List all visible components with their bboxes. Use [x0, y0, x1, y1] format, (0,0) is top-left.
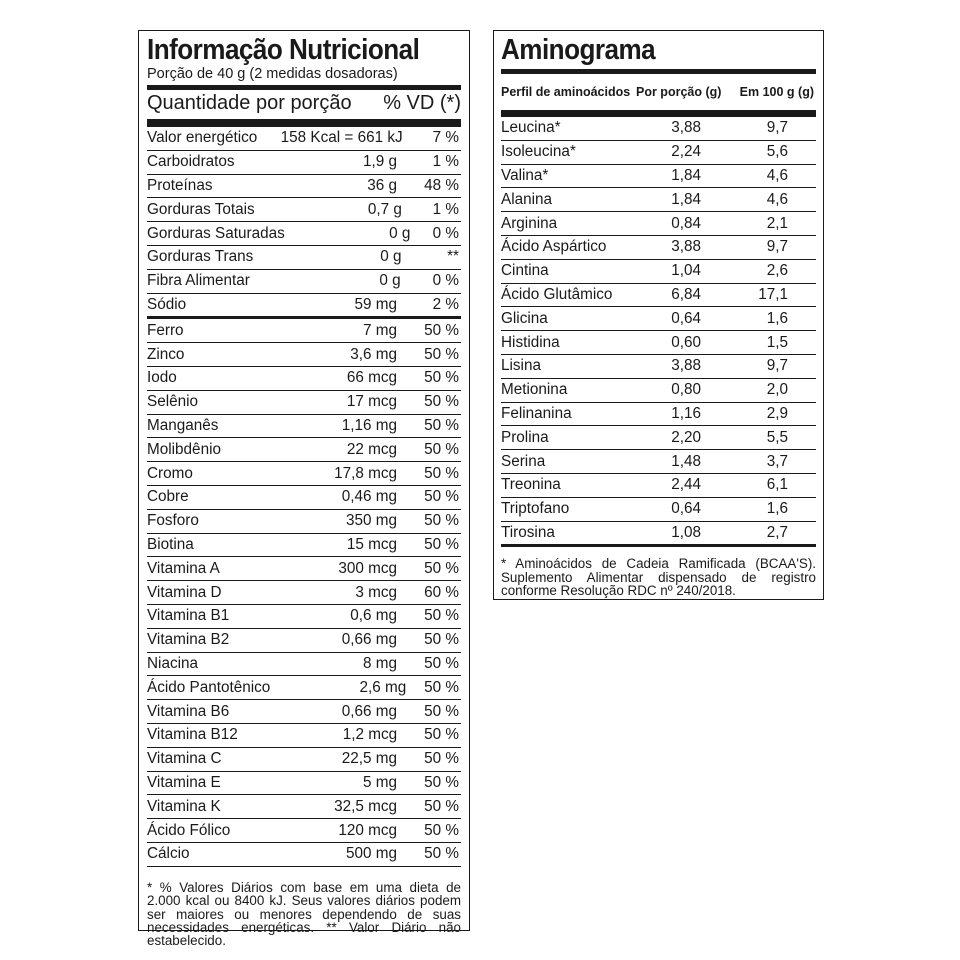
nutrient-vd: 2 % [432, 295, 459, 313]
nutrient-quantity: 0,6 mg [350, 607, 397, 625]
amino-name: Treonina [501, 476, 561, 494]
nutrient-quantity: 17,8 mcg [334, 464, 397, 482]
amino-portion: 1,48 [671, 452, 701, 470]
nutrient-quantity: 59 mg [354, 295, 397, 313]
amino-name: Glicina [501, 309, 548, 327]
nutrient-quantity: 0 g [379, 272, 401, 290]
amino-portion: 1,84 [671, 166, 701, 184]
table-row [147, 843, 461, 867]
nutrient-name: Cobre [147, 488, 189, 506]
amino-name: Valina* [501, 166, 549, 184]
table-row [147, 676, 461, 700]
table-row [147, 724, 461, 748]
nutrient-vd: 0 % [432, 272, 459, 290]
nutrient-name: Cálcio [147, 845, 190, 863]
nutrition-facts-panel [138, 30, 470, 949]
table-row [147, 819, 461, 843]
table-row [501, 426, 816, 450]
amino-portion: 3,88 [671, 119, 701, 137]
amino-per-100g: 5,6 [766, 143, 788, 161]
table-row [501, 188, 816, 212]
amino-per-100g: 2,6 [766, 262, 788, 280]
nutrient-name: Valor energético [147, 129, 258, 147]
amino-name: Cintina [501, 262, 549, 280]
amino-per-100g: 9,7 [766, 238, 788, 256]
table-row [147, 486, 461, 510]
nutrient-quantity: 8 mg [362, 654, 397, 672]
aminogram-footnote: * Aminoácidos de Cadeia Ramificada (BCAA'S). Suplemento Alimentar dispensado de registro conforme Resolução RDC nº 240/2018. [501, 556, 816, 599]
amino-name: Lisina [501, 357, 541, 375]
nutrient-name: Fibra Alimentar [147, 272, 250, 290]
nutrient-name: Carboidratos [147, 153, 235, 171]
aminogram-title: Aminograma [501, 34, 656, 66]
nutrient-quantity: 2,6 mg [359, 678, 407, 696]
amino-per-100g: 17,1 [758, 285, 788, 303]
amino-portion: 2,44 [671, 476, 701, 494]
amino-name: Metionina [501, 381, 568, 399]
nutrient-name: Vitamina B6 [147, 702, 230, 720]
nutrient-vd: 50 % [424, 654, 459, 672]
nutrition-title: Informação Nutricional [147, 34, 420, 66]
table-row [501, 331, 816, 355]
header-quantity: Quantidade por porção [147, 92, 352, 114]
nutrition-header [147, 90, 461, 119]
header-profile: Perfil de aminoácidos [501, 85, 631, 99]
nutrient-quantity: 66 mcg [346, 369, 397, 387]
table-row [501, 355, 816, 379]
nutrient-vd: 50 % [424, 321, 459, 339]
aminogram-rows [501, 117, 816, 544]
amino-per-100g: 1,6 [766, 309, 788, 327]
nutrient-name: Vitamina K [147, 797, 221, 815]
nutrient-name: Selênio [147, 393, 199, 411]
nutrient-name: Fosforo [147, 512, 199, 530]
table-row [501, 260, 816, 284]
table-row [501, 498, 816, 522]
nutrient-quantity: 3,6 mg [350, 345, 397, 363]
nutrient-vd: 50 % [424, 631, 459, 649]
nutrient-quantity: 350 mg [345, 512, 397, 530]
amino-portion: 1,84 [671, 190, 701, 208]
header-portion: Por porção (g) [636, 85, 722, 99]
nutrient-quantity: 3 mcg [355, 583, 397, 601]
aminogram-header [501, 74, 816, 110]
nutrient-name: Vitamina C [147, 750, 222, 768]
table-row [147, 319, 461, 343]
amino-name: Arginina [501, 214, 558, 232]
nutrient-quantity: 15 mcg [346, 535, 397, 553]
nutrient-quantity: 300 mcg [338, 559, 397, 577]
nutrient-vd: 50 % [424, 512, 459, 530]
table-row [501, 117, 816, 141]
nutrient-quantity: 0 g [380, 248, 402, 266]
amino-portion: 0,60 [671, 333, 701, 351]
nutrient-vd: 50 % [424, 702, 459, 720]
table-row [501, 212, 816, 236]
nutrient-quantity: 158 Kcal = 661 kJ [280, 129, 403, 147]
nutrient-vd: 50 % [424, 393, 459, 411]
table-row [147, 605, 461, 629]
table-row [147, 222, 461, 246]
table-row [501, 165, 816, 189]
nutrient-vd: 50 % [424, 369, 459, 387]
table-row [147, 653, 461, 677]
nutrient-quantity: 0,46 mg [341, 488, 397, 506]
nutrient-vd: 1 % [432, 153, 459, 171]
amino-per-100g: 2,1 [766, 214, 788, 232]
table-row [147, 270, 461, 294]
amino-name: Alanina [501, 190, 553, 208]
amino-name: Tirosina [501, 523, 555, 541]
nutrition-rows [147, 127, 461, 867]
nutrient-vd: 50 % [424, 726, 459, 744]
table-row [147, 795, 461, 819]
nutrient-quantity: 0,66 mg [341, 631, 397, 649]
nutrient-quantity: 1,2 mcg [342, 726, 398, 744]
nutrient-vd: 0 % [432, 224, 459, 242]
divider [147, 119, 461, 127]
table-row [501, 403, 816, 427]
nutrient-vd: 50 % [424, 416, 459, 434]
amino-name: Triptofano [501, 500, 570, 518]
table-row [147, 557, 461, 581]
nutrient-quantity: 1,9 g [362, 153, 397, 171]
amino-portion: 2,24 [671, 143, 701, 161]
table-row [501, 450, 816, 474]
nutrient-quantity: 1,16 mg [341, 416, 397, 434]
amino-portion: 0,80 [671, 381, 701, 399]
amino-per-100g: 3,7 [766, 452, 788, 470]
amino-portion: 1,04 [671, 262, 701, 280]
nutrient-quantity: 22,5 mg [341, 750, 397, 768]
aminogram-panel [493, 30, 824, 600]
nutrient-vd: 50 % [424, 797, 459, 815]
table-row [147, 581, 461, 605]
amino-name: Ácido Glutâmico [501, 285, 613, 303]
nutrient-vd: 50 % [424, 773, 459, 791]
nutrient-vd: 50 % [424, 821, 459, 839]
amino-portion: 3,88 [671, 357, 701, 375]
nutrient-vd: 50 % [424, 345, 459, 363]
amino-per-100g: 4,6 [766, 166, 788, 184]
nutrient-vd: 1 % [432, 200, 459, 218]
nutrient-name: Sódio [147, 295, 187, 313]
table-row [147, 175, 461, 199]
nutrient-quantity: 120 mcg [338, 821, 397, 839]
amino-portion: 0,84 [671, 214, 701, 232]
table-row [147, 629, 461, 653]
nutrient-name: Biotina [147, 535, 194, 553]
table-row [147, 151, 461, 175]
nutrient-quantity: 5 mg [362, 773, 397, 791]
divider [501, 544, 816, 547]
nutrient-name: Cromo [147, 464, 193, 482]
amino-portion: 1,16 [671, 404, 701, 422]
amino-name: Histidina [501, 333, 560, 351]
nutrient-vd: 50 % [424, 607, 459, 625]
table-row [147, 462, 461, 486]
amino-per-100g: 2,0 [766, 381, 788, 399]
amino-portion: 0,64 [671, 500, 701, 518]
nutrient-vd: 50 % [424, 464, 459, 482]
table-row [147, 438, 461, 462]
nutrient-vd: 50 % [424, 559, 459, 577]
amino-per-100g: 2,9 [766, 404, 788, 422]
amino-per-100g: 4,6 [766, 190, 788, 208]
amino-name: Ácido Aspártico [501, 238, 607, 256]
nutrient-quantity: 0 g [389, 224, 411, 242]
nutrient-vd: 50 % [424, 845, 459, 863]
table-row [147, 510, 461, 534]
amino-per-100g: 1,5 [766, 333, 788, 351]
nutrient-quantity: 22 mcg [346, 440, 397, 458]
amino-portion: 0,64 [671, 309, 701, 327]
table-row [147, 534, 461, 558]
amino-portion: 6,84 [671, 285, 701, 303]
nutrient-vd: ** [447, 248, 459, 266]
table-row [147, 343, 461, 367]
amino-per-100g: 9,7 [766, 357, 788, 375]
amino-portion: 2,20 [671, 428, 701, 446]
nutrient-name: Gorduras Totais [147, 200, 255, 218]
nutrient-name: Manganês [147, 416, 219, 434]
nutrient-vd: 48 % [424, 176, 459, 194]
amino-name: Leucina* [501, 119, 561, 137]
nutrient-vd: 50 % [424, 678, 459, 696]
table-row [501, 474, 816, 498]
nutrient-name: Ácido Pantotênico [147, 678, 271, 696]
table-row [501, 236, 816, 260]
portion-size: Porção de 40 g (2 medidas dosadoras) [147, 66, 398, 82]
table-row [147, 246, 461, 270]
amino-portion: 3,88 [671, 238, 701, 256]
table-row [147, 748, 461, 772]
table-row [501, 141, 816, 165]
table-row [147, 700, 461, 724]
header-vd: % VD (*) [383, 92, 461, 114]
nutrient-name: Iodo [147, 369, 177, 387]
nutrient-name: Vitamina D [147, 583, 222, 601]
nutrient-quantity: 17 mcg [346, 393, 397, 411]
amino-per-100g: 5,5 [766, 428, 788, 446]
amino-per-100g: 9,7 [766, 119, 788, 137]
nutrient-quantity: 36 g [367, 176, 397, 194]
nutrient-name: Gorduras Trans [147, 248, 254, 266]
amino-per-100g: 6,1 [766, 476, 788, 494]
header-100g: Em 100 g (g) [739, 85, 814, 99]
nutrient-name: Niacina [147, 654, 199, 672]
nutrient-name: Vitamina E [147, 773, 221, 791]
nutrient-name: Molibdênio [147, 440, 221, 458]
table-row [147, 415, 461, 439]
nutrient-quantity: 32,5 mcg [334, 797, 397, 815]
nutrient-vd: 7 % [432, 129, 459, 147]
nutrient-quantity: 0,66 mg [341, 702, 397, 720]
nutrient-quantity: 500 mg [345, 845, 397, 863]
table-row [501, 522, 816, 545]
nutrient-vd: 60 % [424, 583, 459, 601]
nutrient-quantity: 7 mg [362, 321, 397, 339]
amino-portion: 1,08 [671, 523, 701, 541]
table-row [147, 198, 461, 222]
nutrient-name: Vitamina B12 [147, 726, 238, 744]
nutrient-name: Vitamina B1 [147, 607, 230, 625]
table-row [147, 127, 461, 151]
nutrient-name: Proteínas [147, 176, 213, 194]
table-row [147, 391, 461, 415]
nutrient-name: Gorduras Saturadas [147, 224, 285, 242]
nutrient-name: Ácido Fólico [147, 821, 231, 839]
table-row [501, 284, 816, 308]
amino-name: Isoleucina* [501, 143, 576, 161]
amino-name: Felinanina [501, 404, 572, 422]
amino-name: Prolina [501, 428, 549, 446]
table-row [147, 367, 461, 391]
nutrient-name: Vitamina B2 [147, 631, 230, 649]
table-row [147, 772, 461, 796]
amino-name: Serina [501, 452, 546, 470]
amino-per-100g: 1,6 [766, 500, 788, 518]
table-row [147, 294, 461, 320]
amino-per-100g: 2,7 [766, 523, 788, 541]
nutrient-name: Zinco [147, 345, 185, 363]
nutrient-quantity: 0,7 g [367, 200, 402, 218]
table-row [501, 379, 816, 403]
divider [501, 110, 816, 117]
table-row [501, 307, 816, 331]
nutrient-vd: 50 % [424, 440, 459, 458]
nutrient-name: Vitamina A [147, 559, 220, 577]
nutrient-vd: 50 % [424, 488, 459, 506]
nutrient-vd: 50 % [424, 535, 459, 553]
nutrient-vd: 50 % [424, 750, 459, 768]
nutrition-footnote: * % Valores Diários com base em uma dieta de 2.000 kcal ou 8400 kJ. Seus valores diários podem ser maiores ou menores dependendo de suas necessidades energéticas. ** Valor Diário não estabelecido. [147, 879, 461, 949]
nutrient-name: Ferro [147, 321, 184, 339]
